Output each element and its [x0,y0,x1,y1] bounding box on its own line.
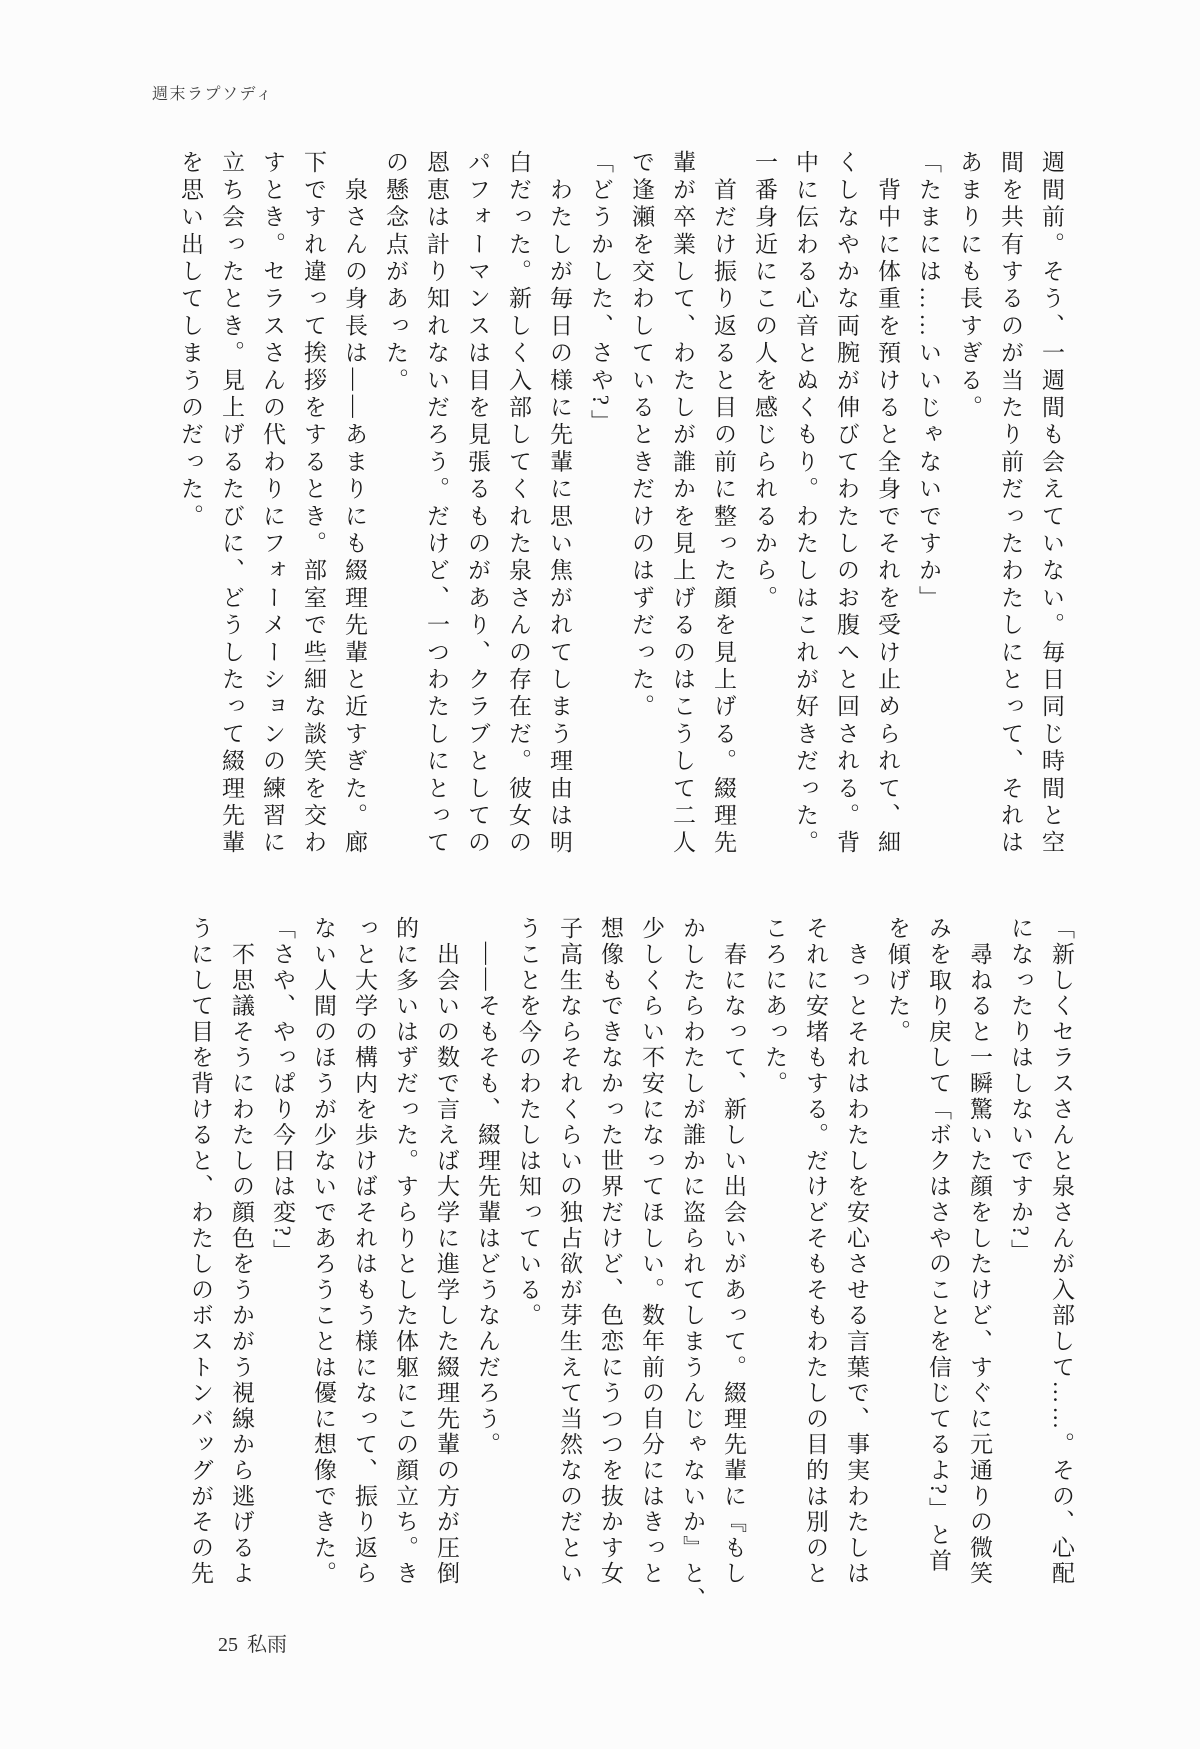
page-number: 25 [218,1634,238,1656]
text-column: 少しくらい不安になってほしい。数年前の自分にはきっと [639,916,664,1587]
text-column: 想像もできなかった世界だけど、色恋にうつつを抜かす女 [598,916,623,1587]
text-column: 恩恵は計り知れないだろう。だけど、一つわたしにとって [424,150,449,858]
text-column: 「新しくセラスさんと泉さんが入部して……。その、心配 [1049,916,1074,1587]
top-text-block [170,150,1072,862]
running-header: 週末ラプソディ [152,86,274,103]
text-column: 子高生ならそれくらいの独占欲が芽生えて当然なのだとい [557,916,582,1587]
text-column: 下ですれ違って挨拶をするとき。部室で些細な談笑を交わ [301,150,326,858]
text-column: 「さや、やっぱり今日は変?」 [270,916,295,1265]
text-column: ころにあった。 [762,916,787,1097]
text-column: 春になって、新しい出会いがあって。綴理先輩に『もし [721,916,746,1587]
text-column: すとき。セラスさんの代わりにフォーメーションの練習に [260,150,285,858]
text-column: 的に多いはずだった。すらりとした体躯にこの顔立ち。き [393,916,418,1587]
text-column: を傾げた。 [885,916,910,1045]
text-column: あまりにも長すぎる。 [957,150,982,422]
text-column: 白だった。新しく入部してくれた泉さんの存在だ。彼女の [506,150,531,858]
text-column: 間を共有するのが当たり前だったわたしにとって、それは [998,150,1023,858]
text-column: それに安堵もする。だけどそもそもわたしの目的は別のと [803,916,828,1587]
bottom-text-block [180,916,1082,1613]
text-column: 「たまには……いいじゃないですか」 [916,150,941,613]
footer-title: 私雨 [247,1634,287,1656]
text-column: みを取り戻して「ボクはさやのことを信じてるよ?」と首 [926,916,951,1575]
page-footer [218,1628,287,1657]
text-column: の懸念点があった。 [383,150,408,395]
text-column: 中に伝わる心音とぬくもり。わたしはこれが好きだった。 [793,150,818,858]
text-column: で逢瀬を交わしているときだけのはずだった。 [629,150,654,722]
text-column: ——そもそも、綴理先輩はどうなんだろう。 [475,916,500,1458]
text-column: を思い出してしまうのだった。 [178,150,203,531]
text-column: ない人間のほうが少ないであろうことは優に想像できた。 [311,916,336,1587]
text-column: 週間前。そう、一週間も会えていない。毎日同じ時間と空 [1039,150,1064,858]
text-column: 「どうかした、さや?」 [588,150,613,437]
text-column: きっとそれはわたしを安心させる言葉で、事実わたしは [844,916,869,1587]
text-column: 泉さんの身長は——あまりにも綴理先輩と近すぎた。廊 [342,150,367,858]
text-column: わたしが毎日の様に先輩に思い焦がれてしまう理由は明 [547,150,572,858]
text-column: かしたらわたしが誰かに盗られてしまうんじゃないか』と、 [680,916,705,1613]
text-column: うことを今のわたしは知っている。 [516,916,541,1329]
text-column: 一番身近にこの人を感じられるから。 [752,150,777,613]
text-column: 輩が卒業して、わたしが誰かを見上げるのはこうして二人 [670,150,695,858]
text-column: っと大学の構内を歩けばそれはもう様になって、振り返ら [352,916,377,1587]
text-column: になったりはしないですか?」 [1008,916,1033,1265]
text-column: 尋ねると一瞬驚いた顔をしたけど、すぐに元通りの微笑 [967,916,992,1587]
text-column: 立ち会ったとき。見上げるたびに、どうしたって綴理先輩 [219,150,244,858]
text-column: うにして目を背けると、わたしのボストンバッグがその先 [188,916,213,1587]
text-column: 不思議そうにわたしの顔色をうかがう視線から逃げるよ [229,916,254,1587]
text-column: 首だけ振り返ると目の前に整った顔を見上げる。綴理先 [711,150,736,858]
text-column: パフォーマンスは目を見張るものがあり、クラブとしての [465,150,490,858]
text-column: 背中に体重を預けると全身でそれを受け止められて、細 [875,150,900,858]
text-column: 出会いの数で言えば大学に進学した綴理先輩の方が圧倒 [434,916,459,1587]
text-column: くしなやかな両腕が伸びてわたしのお腹へと回される。背 [834,150,859,858]
